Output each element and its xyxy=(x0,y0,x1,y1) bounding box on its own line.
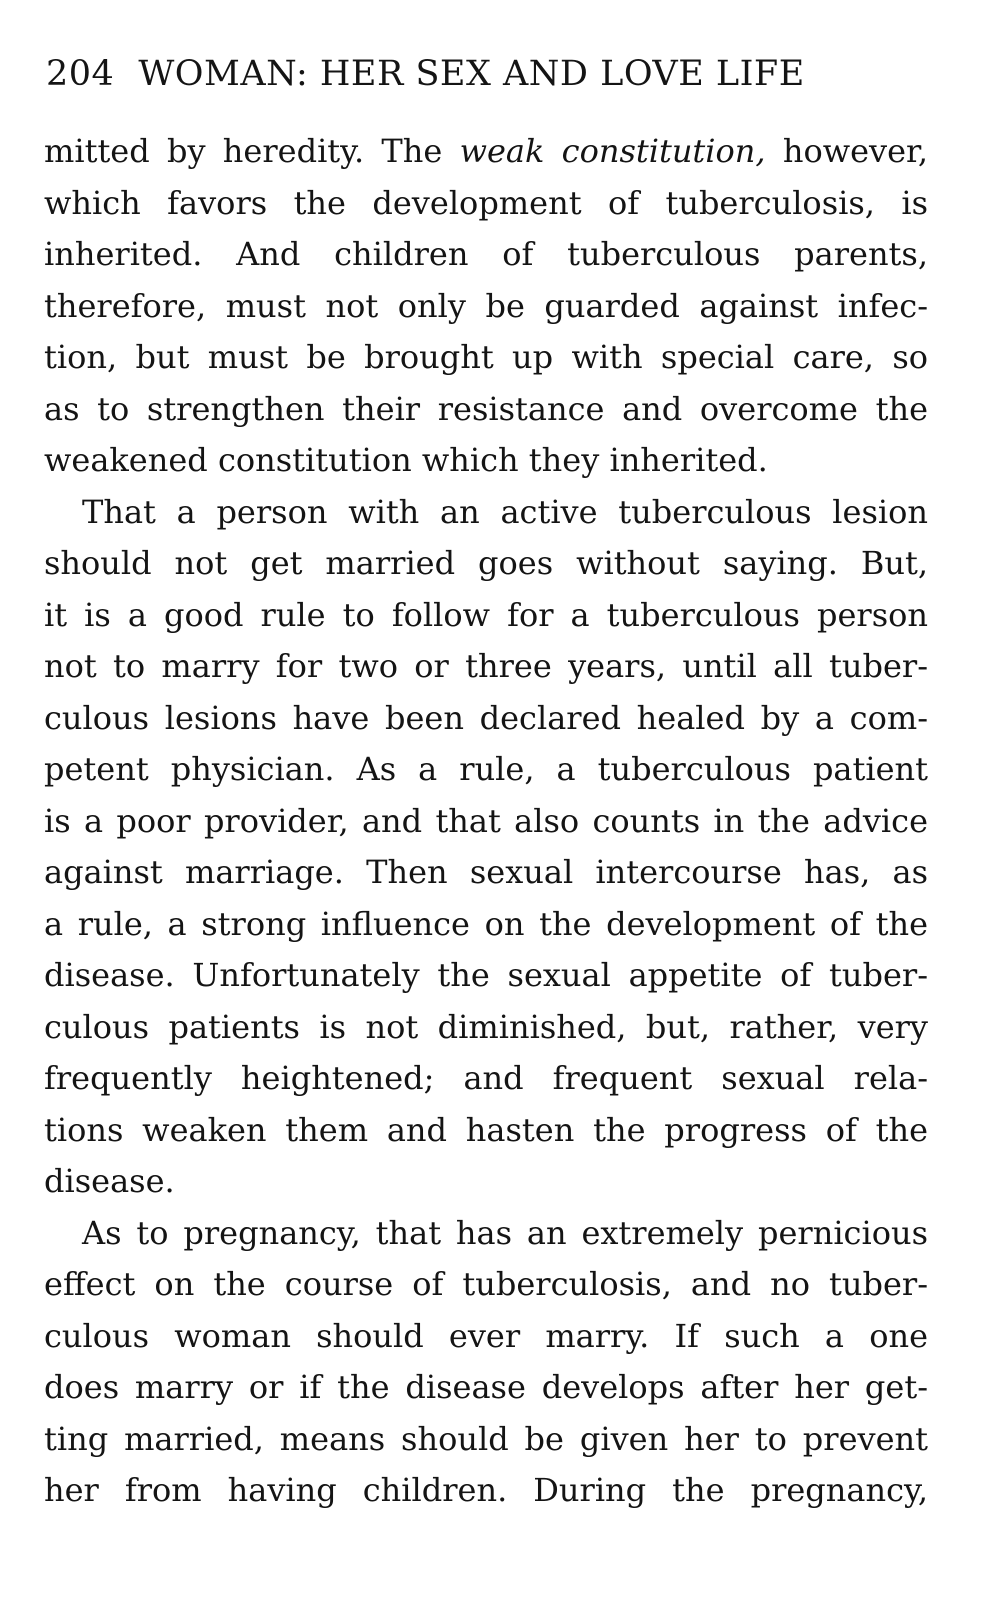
italic-phrase: weak constitution, xyxy=(459,132,766,170)
text-line: culous lesions have been declared healed by a com- xyxy=(44,698,928,737)
text-line: which favors the development of tuberculosis, is xyxy=(44,183,928,222)
text-line: not to marry for two or three years, until all tuber- xyxy=(44,647,928,685)
page-number: 204 xyxy=(46,54,115,94)
text-line: it is a good rule to follow for a tuberculous person xyxy=(44,595,928,634)
text-line: a rule, a strong influence on the development of the xyxy=(44,904,928,943)
text-line: culous woman should ever marry. If such a one xyxy=(44,1316,928,1355)
text-segment: however, xyxy=(765,132,928,170)
running-title: WOMAN: HER SEX AND LOVE LIFE xyxy=(138,54,805,94)
text-line: frequently heightened; and frequent sexual rela- xyxy=(44,1059,928,1097)
text-line: ting married, means should be given her to prevent xyxy=(44,1419,928,1458)
text-line: As to pregnancy, that has an extremely pernicious xyxy=(82,1213,928,1252)
text-line: as to strengthen their resistance and overcome the xyxy=(44,389,928,428)
text-line: disease. Unfortunately the sexual appetite of tuber- xyxy=(44,956,928,994)
text-line: That a person with an active tuberculous lesion xyxy=(82,492,928,531)
body-text xyxy=(44,126,928,1517)
text-line: tions weaken them and hasten the progress of the xyxy=(44,1110,928,1149)
text-line: disease. xyxy=(44,1162,175,1200)
text-line: effect on the course of tuberculosis, and no tuber- xyxy=(44,1265,928,1303)
text-line: therefore, must not only be guarded against infec- xyxy=(44,286,928,325)
text-line xyxy=(44,126,928,178)
text-line: inherited. And children of tuberculous parents, xyxy=(44,235,928,273)
text-line: should not get married goes without saying. But, xyxy=(44,544,928,582)
text-line: does marry or if the disease develops after her get- xyxy=(44,1368,928,1406)
text-line: her from having children. During the pregnancy, xyxy=(44,1471,928,1509)
text-line: petent physician. As a rule, a tuberculous patient xyxy=(44,750,928,788)
running-head xyxy=(46,50,926,98)
text-line: tion, but must be brought up with special care, so xyxy=(44,338,928,376)
text-line: weakened constitution which they inherited. xyxy=(44,441,768,479)
text-segment: mitted by heredity. The xyxy=(44,132,460,170)
text-line: against marriage. Then sexual intercourse has, as xyxy=(44,853,928,891)
text-line: culous patients is not diminished, but, rather, very xyxy=(44,1007,928,1046)
text-line: is a poor provider, and that also counts in the advice xyxy=(44,801,928,840)
